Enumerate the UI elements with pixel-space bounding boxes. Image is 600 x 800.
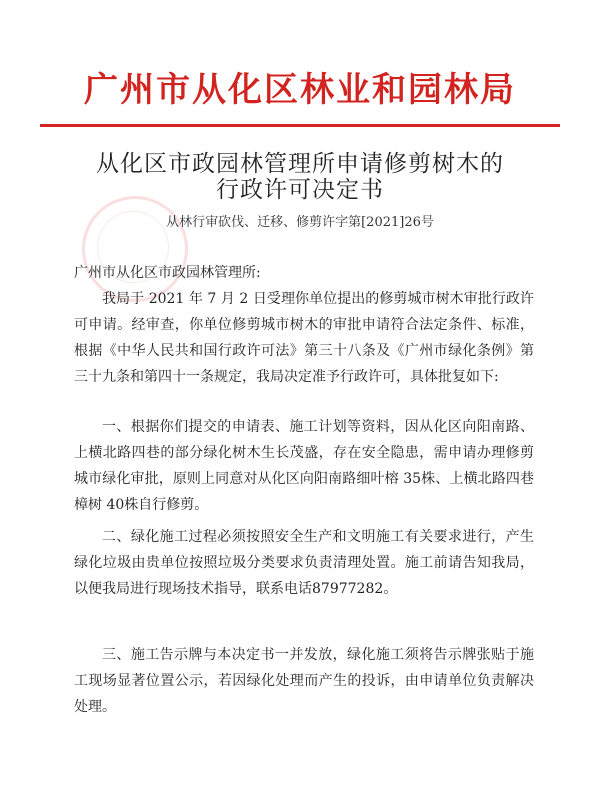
paragraph-item-1 [74,414,534,518]
red-divider-line [40,124,560,127]
paragraph-text: 二、绿化施工过程必须按照安全生产和文明施工有关要求进行，产生绿化垃圾由贵单位按照垃圾分类要求负责清理处置。施工前请告知我局，以便我局进行现场技术指导，联系电话87977282。 [74,529,534,597]
document-number: 从林行审砍伐、迁移、修剪许字第[2021]26号 [166,215,434,230]
paragraph-intro [74,286,534,390]
organization-header: 广州市从化区林业和园林局 [84,70,516,110]
document-title-line-2: 行政许可决定书 [216,177,384,203]
paragraph-text: 我局于 2021 年 7 月 2 日受理你单位提出的修剪城市树木审批行政许可申请。经审查，你单位修剪城市树木的审批申请符合法定条件、标准，根据《中华人民共和国行政许可法》第三十八条及《广州市绿化条例》第三十九条和第四十一条规定，我局决定准予行政许可，具体批复如下: [74,291,534,385]
paragraph-item-3 [74,642,534,720]
addressee: 广州市从化区市政园林管理所: [74,265,261,281]
paragraph-item-2 [74,524,534,602]
document-title-line-1: 从化区市政园林管理所申请修剪树木的 [96,151,504,177]
paragraph-text: 三、施工告示牌与本决定书一并发放，绿化施工须将告示牌张贴于施工现场显著位置公示，若因绿化处理而产生的投诉，由申请单位负责解决处理。 [74,647,534,715]
paragraph-text: 一、根据你们提交的申请表、施工计划等资料，因从化区向阳南路、上横北路四巷的部分绿化树木生长茂盛，存在安全隐患，需申请办理修剪城市绿化审批，原则上同意对从化区向阳南路细叶榕 35株、上横北路四巷樟树 40株自行修剪。 [74,419,534,513]
